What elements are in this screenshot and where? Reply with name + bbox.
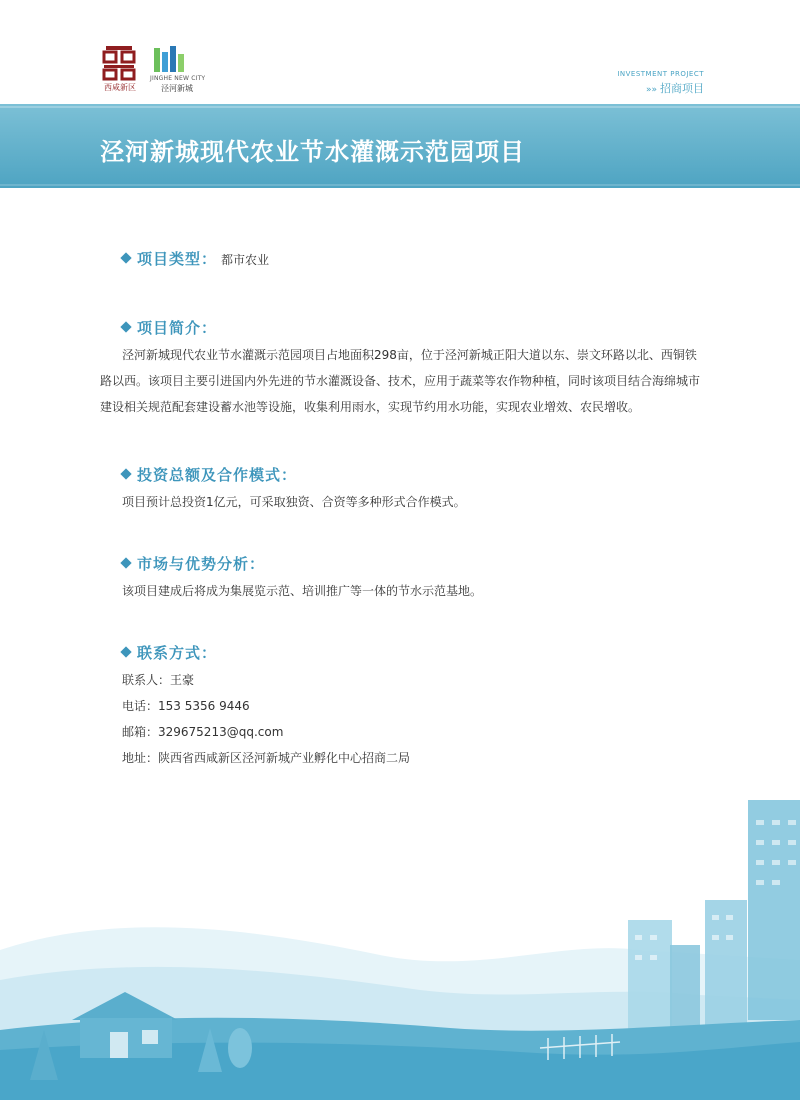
intro-text: 泾河新城现代农业节水灌溉示范园项目占地面积298亩，位于泾河新城正阳大道以东、崇文环路以北、西铜铁路以西。该项目主要引进国内外先进的节水灌溉设备、技术，应用于蔬菜等农作物种植，同时该项目结合海绵城市建设相关规范配套建设蓄水池等设施，收集利用雨水，实现节约用水功能，实现农业增效、农民增收。 xyxy=(100,348,701,414)
section-type xyxy=(122,248,712,269)
tag-cn: 招商项目 xyxy=(660,82,704,95)
market-heading xyxy=(122,553,712,574)
contact-heading xyxy=(122,642,712,663)
diamond-bullet-icon xyxy=(120,321,131,332)
jinghe-logo-cn: 泾河新城 xyxy=(161,84,193,93)
intro-heading xyxy=(122,317,712,338)
project-content xyxy=(100,248,712,805)
diamond-bullet-icon xyxy=(120,557,131,568)
contact-address: 地址：陕西省西咸新区泾河新城产业孵化中心招商二局 xyxy=(122,751,411,765)
jinghe-logo-en: JINGHE NEW CITY xyxy=(150,75,206,82)
type-value: 都市农业 xyxy=(221,253,270,267)
page-title: 泾河新城现代农业节水灌溉示范园项目 xyxy=(100,137,525,166)
contact-phone: 电话：153 5356 9446 xyxy=(122,699,250,713)
investment-heading-text: 投资总额及合作模式： xyxy=(137,466,298,484)
type-heading xyxy=(122,248,712,269)
city-landscape-illustration xyxy=(0,780,800,1100)
market-text: 该项目建成后将成为集展览示范、培训推广等一体的节水示范基地。 xyxy=(122,584,483,598)
diamond-bullet-icon xyxy=(120,252,131,263)
investment-text: 项目预计总投资1亿元，可采取独资、合资等多种形式合作模式。 xyxy=(122,495,466,509)
contact-email: 邮箱：329675213@qq.com xyxy=(122,725,284,739)
investment-heading xyxy=(122,464,712,485)
diamond-bullet-icon xyxy=(120,646,131,657)
section-investment xyxy=(122,464,712,515)
section-intro xyxy=(100,317,712,420)
xixian-logo-label: 西咸新区 xyxy=(104,83,136,92)
type-heading-text: 项目类型： xyxy=(137,250,218,268)
section-market xyxy=(122,553,712,604)
tag-en: INVESTMENT PROJECT xyxy=(617,70,704,78)
section-contact xyxy=(122,642,712,771)
investment-project-tag xyxy=(617,70,704,96)
market-heading-text: 市场与优势分析： xyxy=(137,555,266,573)
diamond-bullet-icon xyxy=(120,468,131,479)
contact-person: 联系人：王豪 xyxy=(122,673,195,687)
intro-heading-text: 项目简介： xyxy=(137,319,218,337)
tag-cn-row xyxy=(617,80,704,96)
contact-heading-text: 联系方式： xyxy=(137,644,218,662)
double-arrow-icon: »» xyxy=(645,85,657,95)
